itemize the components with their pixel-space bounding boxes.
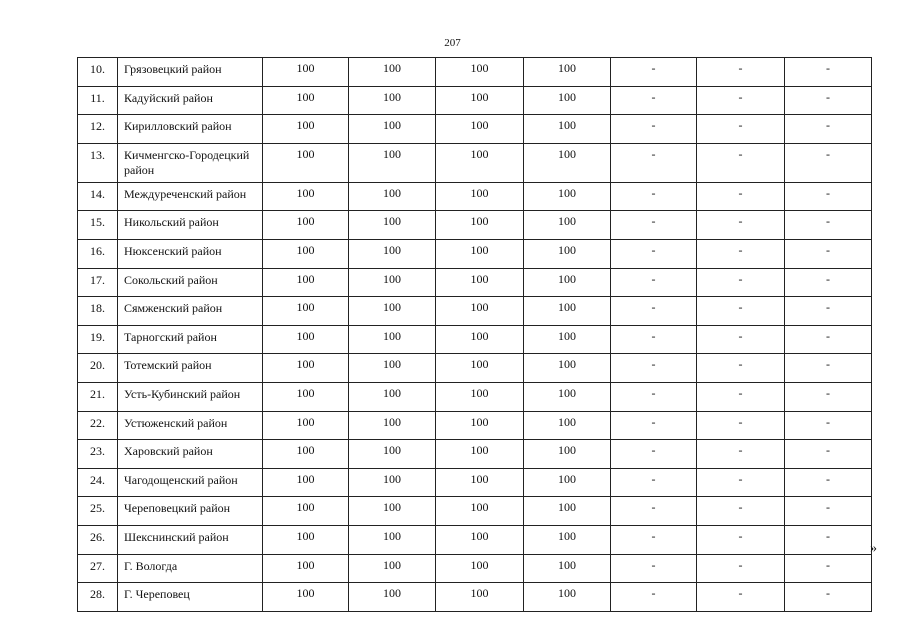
value-cell: 100 bbox=[349, 239, 436, 268]
value-cell: 100 bbox=[524, 325, 611, 354]
value-cell: - bbox=[785, 440, 872, 469]
district-name: Никольский район bbox=[118, 211, 263, 240]
value-cell: 100 bbox=[263, 525, 349, 554]
value-cell: 100 bbox=[349, 297, 436, 326]
value-cell: 100 bbox=[349, 182, 436, 211]
value-cell: 100 bbox=[349, 468, 436, 497]
value-cell: 100 bbox=[263, 297, 349, 326]
value-cell: 100 bbox=[263, 382, 349, 411]
district-name: Сямженский район bbox=[118, 297, 263, 326]
value-cell: 100 bbox=[349, 325, 436, 354]
value-cell: 100 bbox=[349, 583, 436, 612]
district-name: Чагодощенский район bbox=[118, 468, 263, 497]
value-cell: 100 bbox=[436, 497, 524, 526]
value-cell: - bbox=[785, 583, 872, 612]
district-table bbox=[77, 57, 872, 612]
value-cell: 100 bbox=[524, 354, 611, 383]
value-cell: - bbox=[611, 497, 697, 526]
value-cell: - bbox=[785, 468, 872, 497]
table-row bbox=[78, 268, 872, 297]
value-cell: 100 bbox=[436, 325, 524, 354]
table-row bbox=[78, 115, 872, 144]
value-cell: - bbox=[611, 297, 697, 326]
row-number: 14. bbox=[78, 182, 118, 211]
row-number: 18. bbox=[78, 297, 118, 326]
value-cell: 100 bbox=[263, 86, 349, 115]
value-cell: - bbox=[785, 325, 872, 354]
value-cell: - bbox=[785, 58, 872, 87]
row-number: 17. bbox=[78, 268, 118, 297]
table-row bbox=[78, 440, 872, 469]
value-cell: 100 bbox=[263, 354, 349, 383]
value-cell: - bbox=[785, 297, 872, 326]
table-row bbox=[78, 554, 872, 583]
value-cell: 100 bbox=[349, 115, 436, 144]
value-cell: 100 bbox=[263, 182, 349, 211]
value-cell: 100 bbox=[349, 58, 436, 87]
value-cell: 100 bbox=[263, 115, 349, 144]
row-number: 11. bbox=[78, 86, 118, 115]
value-cell: 100 bbox=[263, 583, 349, 612]
value-cell: 100 bbox=[436, 554, 524, 583]
value-cell: 100 bbox=[524, 583, 611, 612]
value-cell: 100 bbox=[263, 143, 349, 182]
table-row bbox=[78, 497, 872, 526]
value-cell: - bbox=[697, 297, 785, 326]
value-cell: - bbox=[697, 58, 785, 87]
row-number: 19. bbox=[78, 325, 118, 354]
row-number: 22. bbox=[78, 411, 118, 440]
value-cell: 100 bbox=[436, 525, 524, 554]
value-cell: 100 bbox=[524, 182, 611, 211]
value-cell: - bbox=[697, 468, 785, 497]
value-cell: - bbox=[611, 115, 697, 144]
value-cell: - bbox=[611, 211, 697, 240]
table-row bbox=[78, 86, 872, 115]
value-cell: - bbox=[611, 554, 697, 583]
value-cell: - bbox=[785, 525, 872, 554]
page-number: 207 bbox=[444, 37, 461, 49]
value-cell: - bbox=[697, 268, 785, 297]
table-row bbox=[78, 354, 872, 383]
value-cell: - bbox=[697, 440, 785, 469]
value-cell: 100 bbox=[349, 211, 436, 240]
value-cell: 100 bbox=[436, 86, 524, 115]
value-cell: - bbox=[697, 325, 785, 354]
district-name: Нюксенский район bbox=[118, 239, 263, 268]
value-cell: - bbox=[697, 354, 785, 383]
value-cell: - bbox=[611, 182, 697, 211]
closing-quote-mark: » bbox=[870, 541, 877, 556]
value-cell: 100 bbox=[524, 143, 611, 182]
table-row bbox=[78, 58, 872, 87]
value-cell: - bbox=[611, 468, 697, 497]
value-cell: 100 bbox=[436, 143, 524, 182]
value-cell: 100 bbox=[349, 554, 436, 583]
value-cell: 100 bbox=[436, 297, 524, 326]
district-name: Сокольский район bbox=[118, 268, 263, 297]
district-name: Грязовецкий район bbox=[118, 58, 263, 87]
value-cell: - bbox=[785, 554, 872, 583]
value-cell: - bbox=[697, 182, 785, 211]
value-cell: - bbox=[611, 354, 697, 383]
value-cell: 100 bbox=[524, 554, 611, 583]
district-name: Тарногский район bbox=[118, 325, 263, 354]
value-cell: 100 bbox=[436, 58, 524, 87]
table-row bbox=[78, 325, 872, 354]
value-cell: 100 bbox=[436, 583, 524, 612]
value-cell: 100 bbox=[263, 325, 349, 354]
value-cell: 100 bbox=[349, 143, 436, 182]
row-number: 27. bbox=[78, 554, 118, 583]
value-cell: 100 bbox=[263, 239, 349, 268]
value-cell: - bbox=[611, 440, 697, 469]
value-cell: - bbox=[611, 583, 697, 612]
value-cell: 100 bbox=[263, 211, 349, 240]
value-cell: - bbox=[697, 382, 785, 411]
district-name: Междуреченский район bbox=[118, 182, 263, 211]
value-cell: - bbox=[697, 525, 785, 554]
value-cell: - bbox=[611, 143, 697, 182]
row-number: 23. bbox=[78, 440, 118, 469]
district-name: Г. Череповец bbox=[118, 583, 263, 612]
value-cell: 100 bbox=[524, 115, 611, 144]
value-cell: 100 bbox=[263, 554, 349, 583]
row-number: 25. bbox=[78, 497, 118, 526]
value-cell: 100 bbox=[436, 354, 524, 383]
value-cell: 100 bbox=[349, 382, 436, 411]
district-name: Кичменгско-Городецкий район bbox=[118, 143, 263, 182]
table-row bbox=[78, 468, 872, 497]
district-name: Шекснинский район bbox=[118, 525, 263, 554]
table-row bbox=[78, 583, 872, 612]
value-cell: - bbox=[785, 143, 872, 182]
row-number: 10. bbox=[78, 58, 118, 87]
district-name: Тотемский район bbox=[118, 354, 263, 383]
value-cell: - bbox=[785, 411, 872, 440]
value-cell: - bbox=[697, 115, 785, 144]
value-cell: - bbox=[785, 268, 872, 297]
row-number: 21. bbox=[78, 382, 118, 411]
value-cell: 100 bbox=[436, 239, 524, 268]
value-cell: - bbox=[785, 86, 872, 115]
table-row bbox=[78, 382, 872, 411]
value-cell: - bbox=[611, 525, 697, 554]
value-cell: 100 bbox=[263, 440, 349, 469]
table-row bbox=[78, 411, 872, 440]
value-cell: 100 bbox=[524, 411, 611, 440]
table-row bbox=[78, 211, 872, 240]
value-cell: 100 bbox=[524, 211, 611, 240]
value-cell: - bbox=[611, 58, 697, 87]
value-cell: - bbox=[697, 86, 785, 115]
district-name: Харовский район bbox=[118, 440, 263, 469]
row-number: 24. bbox=[78, 468, 118, 497]
row-number: 16. bbox=[78, 239, 118, 268]
value-cell: - bbox=[697, 554, 785, 583]
district-name: Устюженский район bbox=[118, 411, 263, 440]
value-cell: - bbox=[785, 382, 872, 411]
district-name: Усть-Кубинский район bbox=[118, 382, 263, 411]
value-cell: - bbox=[785, 239, 872, 268]
value-cell: - bbox=[785, 115, 872, 144]
value-cell: - bbox=[611, 411, 697, 440]
value-cell: 100 bbox=[263, 58, 349, 87]
table-row bbox=[78, 239, 872, 268]
value-cell: 100 bbox=[436, 382, 524, 411]
value-cell: 100 bbox=[524, 268, 611, 297]
value-cell: 100 bbox=[263, 497, 349, 526]
row-number: 26. bbox=[78, 525, 118, 554]
value-cell: 100 bbox=[524, 382, 611, 411]
value-cell: - bbox=[611, 325, 697, 354]
value-cell: - bbox=[785, 497, 872, 526]
value-cell: 100 bbox=[524, 86, 611, 115]
row-number: 28. bbox=[78, 583, 118, 612]
table-row bbox=[78, 182, 872, 211]
value-cell: 100 bbox=[436, 211, 524, 240]
value-cell: 100 bbox=[436, 411, 524, 440]
value-cell: 100 bbox=[263, 268, 349, 297]
value-cell: - bbox=[785, 354, 872, 383]
value-cell: 100 bbox=[263, 468, 349, 497]
value-cell: 100 bbox=[436, 182, 524, 211]
value-cell: - bbox=[697, 497, 785, 526]
value-cell: - bbox=[697, 583, 785, 612]
district-name: Г. Вологда bbox=[118, 554, 263, 583]
value-cell: 100 bbox=[524, 525, 611, 554]
value-cell: 100 bbox=[349, 86, 436, 115]
value-cell: - bbox=[611, 382, 697, 411]
value-cell: 100 bbox=[349, 354, 436, 383]
row-number: 13. bbox=[78, 143, 118, 182]
district-name: Череповецкий район bbox=[118, 497, 263, 526]
value-cell: - bbox=[611, 86, 697, 115]
value-cell: - bbox=[697, 143, 785, 182]
value-cell: 100 bbox=[349, 497, 436, 526]
table-row bbox=[78, 297, 872, 326]
value-cell: 100 bbox=[263, 411, 349, 440]
row-number: 12. bbox=[78, 115, 118, 144]
value-cell: 100 bbox=[524, 440, 611, 469]
value-cell: - bbox=[697, 411, 785, 440]
value-cell: 100 bbox=[436, 468, 524, 497]
district-name: Кадуйский район bbox=[118, 86, 263, 115]
value-cell: 100 bbox=[436, 268, 524, 297]
value-cell: 100 bbox=[524, 297, 611, 326]
value-cell: 100 bbox=[524, 468, 611, 497]
value-cell: 100 bbox=[349, 411, 436, 440]
row-number: 15. bbox=[78, 211, 118, 240]
table-row bbox=[78, 143, 872, 182]
value-cell: 100 bbox=[524, 58, 611, 87]
value-cell: - bbox=[785, 211, 872, 240]
value-cell: - bbox=[697, 211, 785, 240]
table-row bbox=[78, 525, 872, 554]
value-cell: 100 bbox=[349, 268, 436, 297]
value-cell: - bbox=[697, 239, 785, 268]
value-cell: 100 bbox=[349, 525, 436, 554]
value-cell: 100 bbox=[349, 440, 436, 469]
value-cell: 100 bbox=[524, 239, 611, 268]
table-body bbox=[78, 58, 872, 612]
value-cell: - bbox=[611, 268, 697, 297]
district-name: Кирилловский район bbox=[118, 115, 263, 144]
row-number: 20. bbox=[78, 354, 118, 383]
value-cell: - bbox=[611, 239, 697, 268]
value-cell: - bbox=[785, 182, 872, 211]
value-cell: 100 bbox=[436, 115, 524, 144]
value-cell: 100 bbox=[436, 440, 524, 469]
value-cell: 100 bbox=[524, 497, 611, 526]
